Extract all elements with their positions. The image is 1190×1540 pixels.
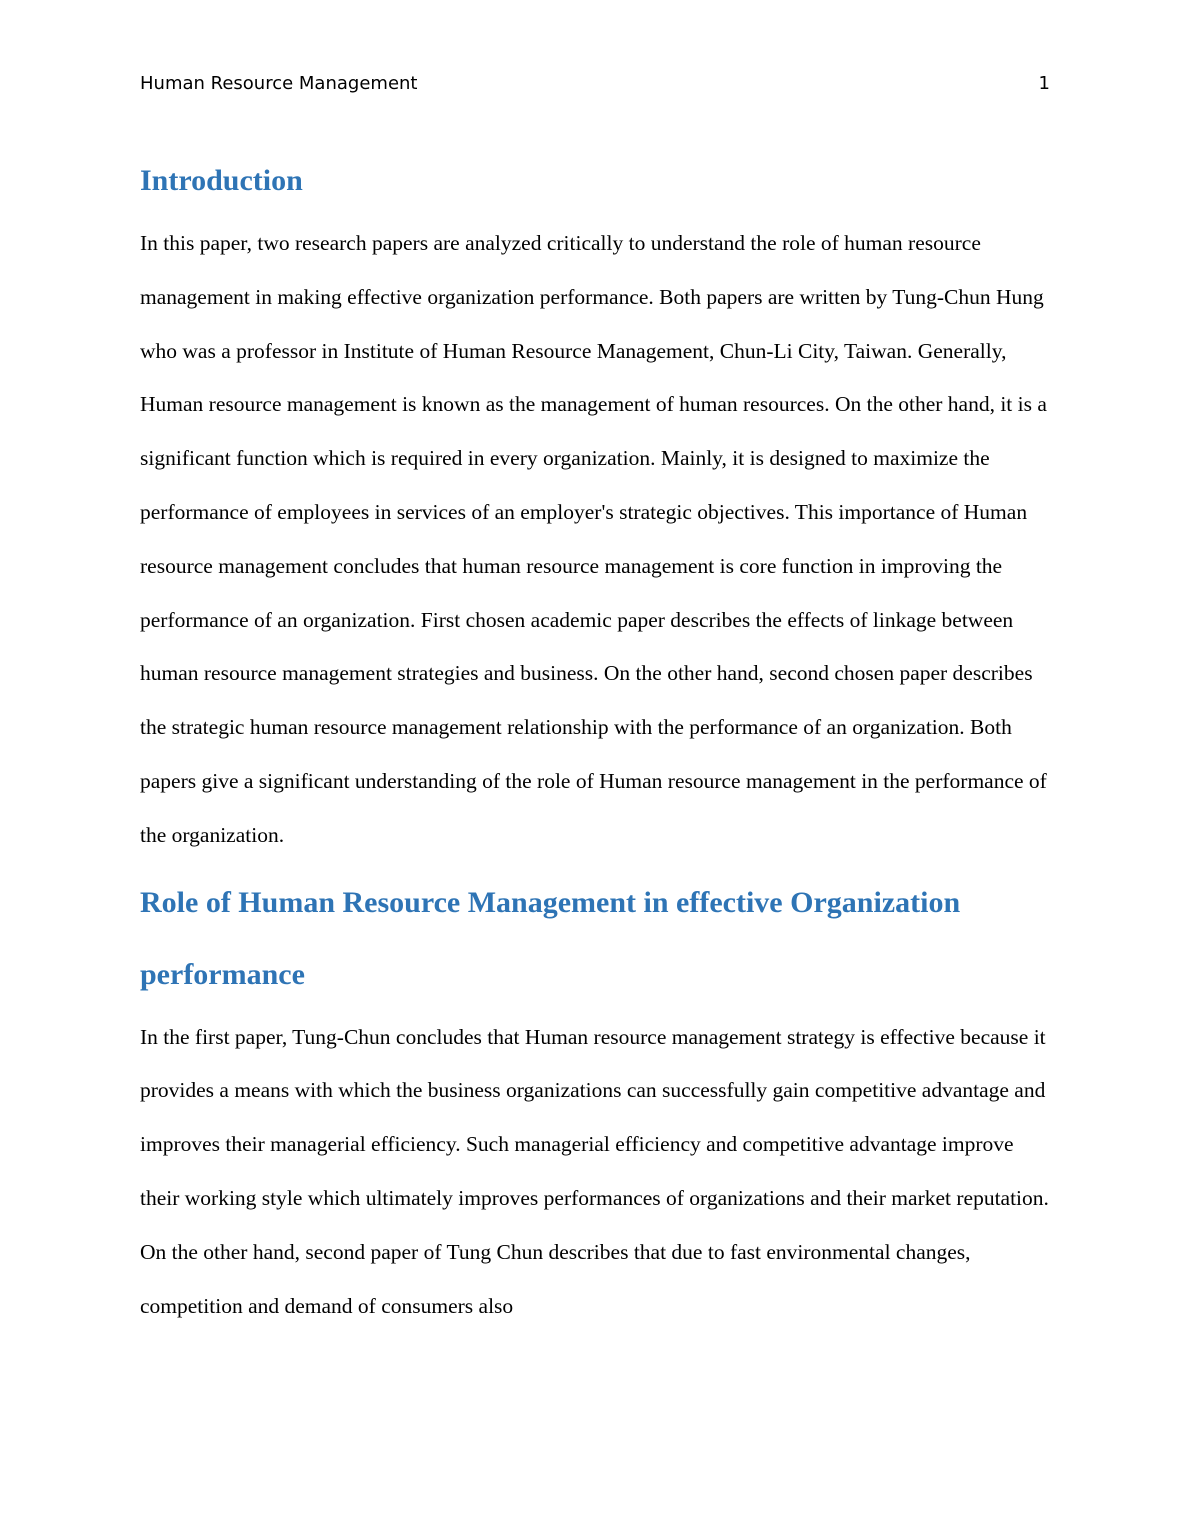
paragraph-introduction: In this paper, two research papers are analyzed critically to understand the role of human resource management in making effective organization performance. Both papers are written by Tung-Chun Hung who was a professor in Institute of Human Resource Management, Chun-Li City, Taiwan. Generally, Human resource management is known as the management of human resources. On the other hand, it is a significant function which is required in every organization. Mainly, it is designed to maximize the performance of employees in services of an employer's strategic objectives. This importance of Human resource management concludes that human resource management is core function in improving the performance of an organization. First chosen academic paper describes the effects of linkage between human resource management strategies and business. On the other hand, second chosen paper describes the strategic human resource management relationship with the performance of an organization. Both papers give a significant understanding of the role of Human resource management in the performance of the organization. [140,231,1047,847]
heading-introduction: Introduction [140,164,303,197]
paragraph-role-of-hrm: In the first paper, Tung-Chun concludes that Human resource management strategy is effective because it provides a means with which the business organizations can successfully gain competitive advantage and improves their managerial efficiency. Such managerial efficiency and competitive advantage improve their working style which ultimately improves performances of organizations and their market reputation. On the other hand, second paper of Tung Chun describes that due to fast environmental changes, competition and demand of consumers also [140,1024,1049,1318]
running-header [140,70,1050,98]
running-title: Human Resource Management [140,73,418,94]
page-number: 1 [1038,73,1050,94]
document-body [140,145,1055,1333]
heading-role-of-hrm: Role of Human Resource Management in effective Organization performance [140,885,961,991]
